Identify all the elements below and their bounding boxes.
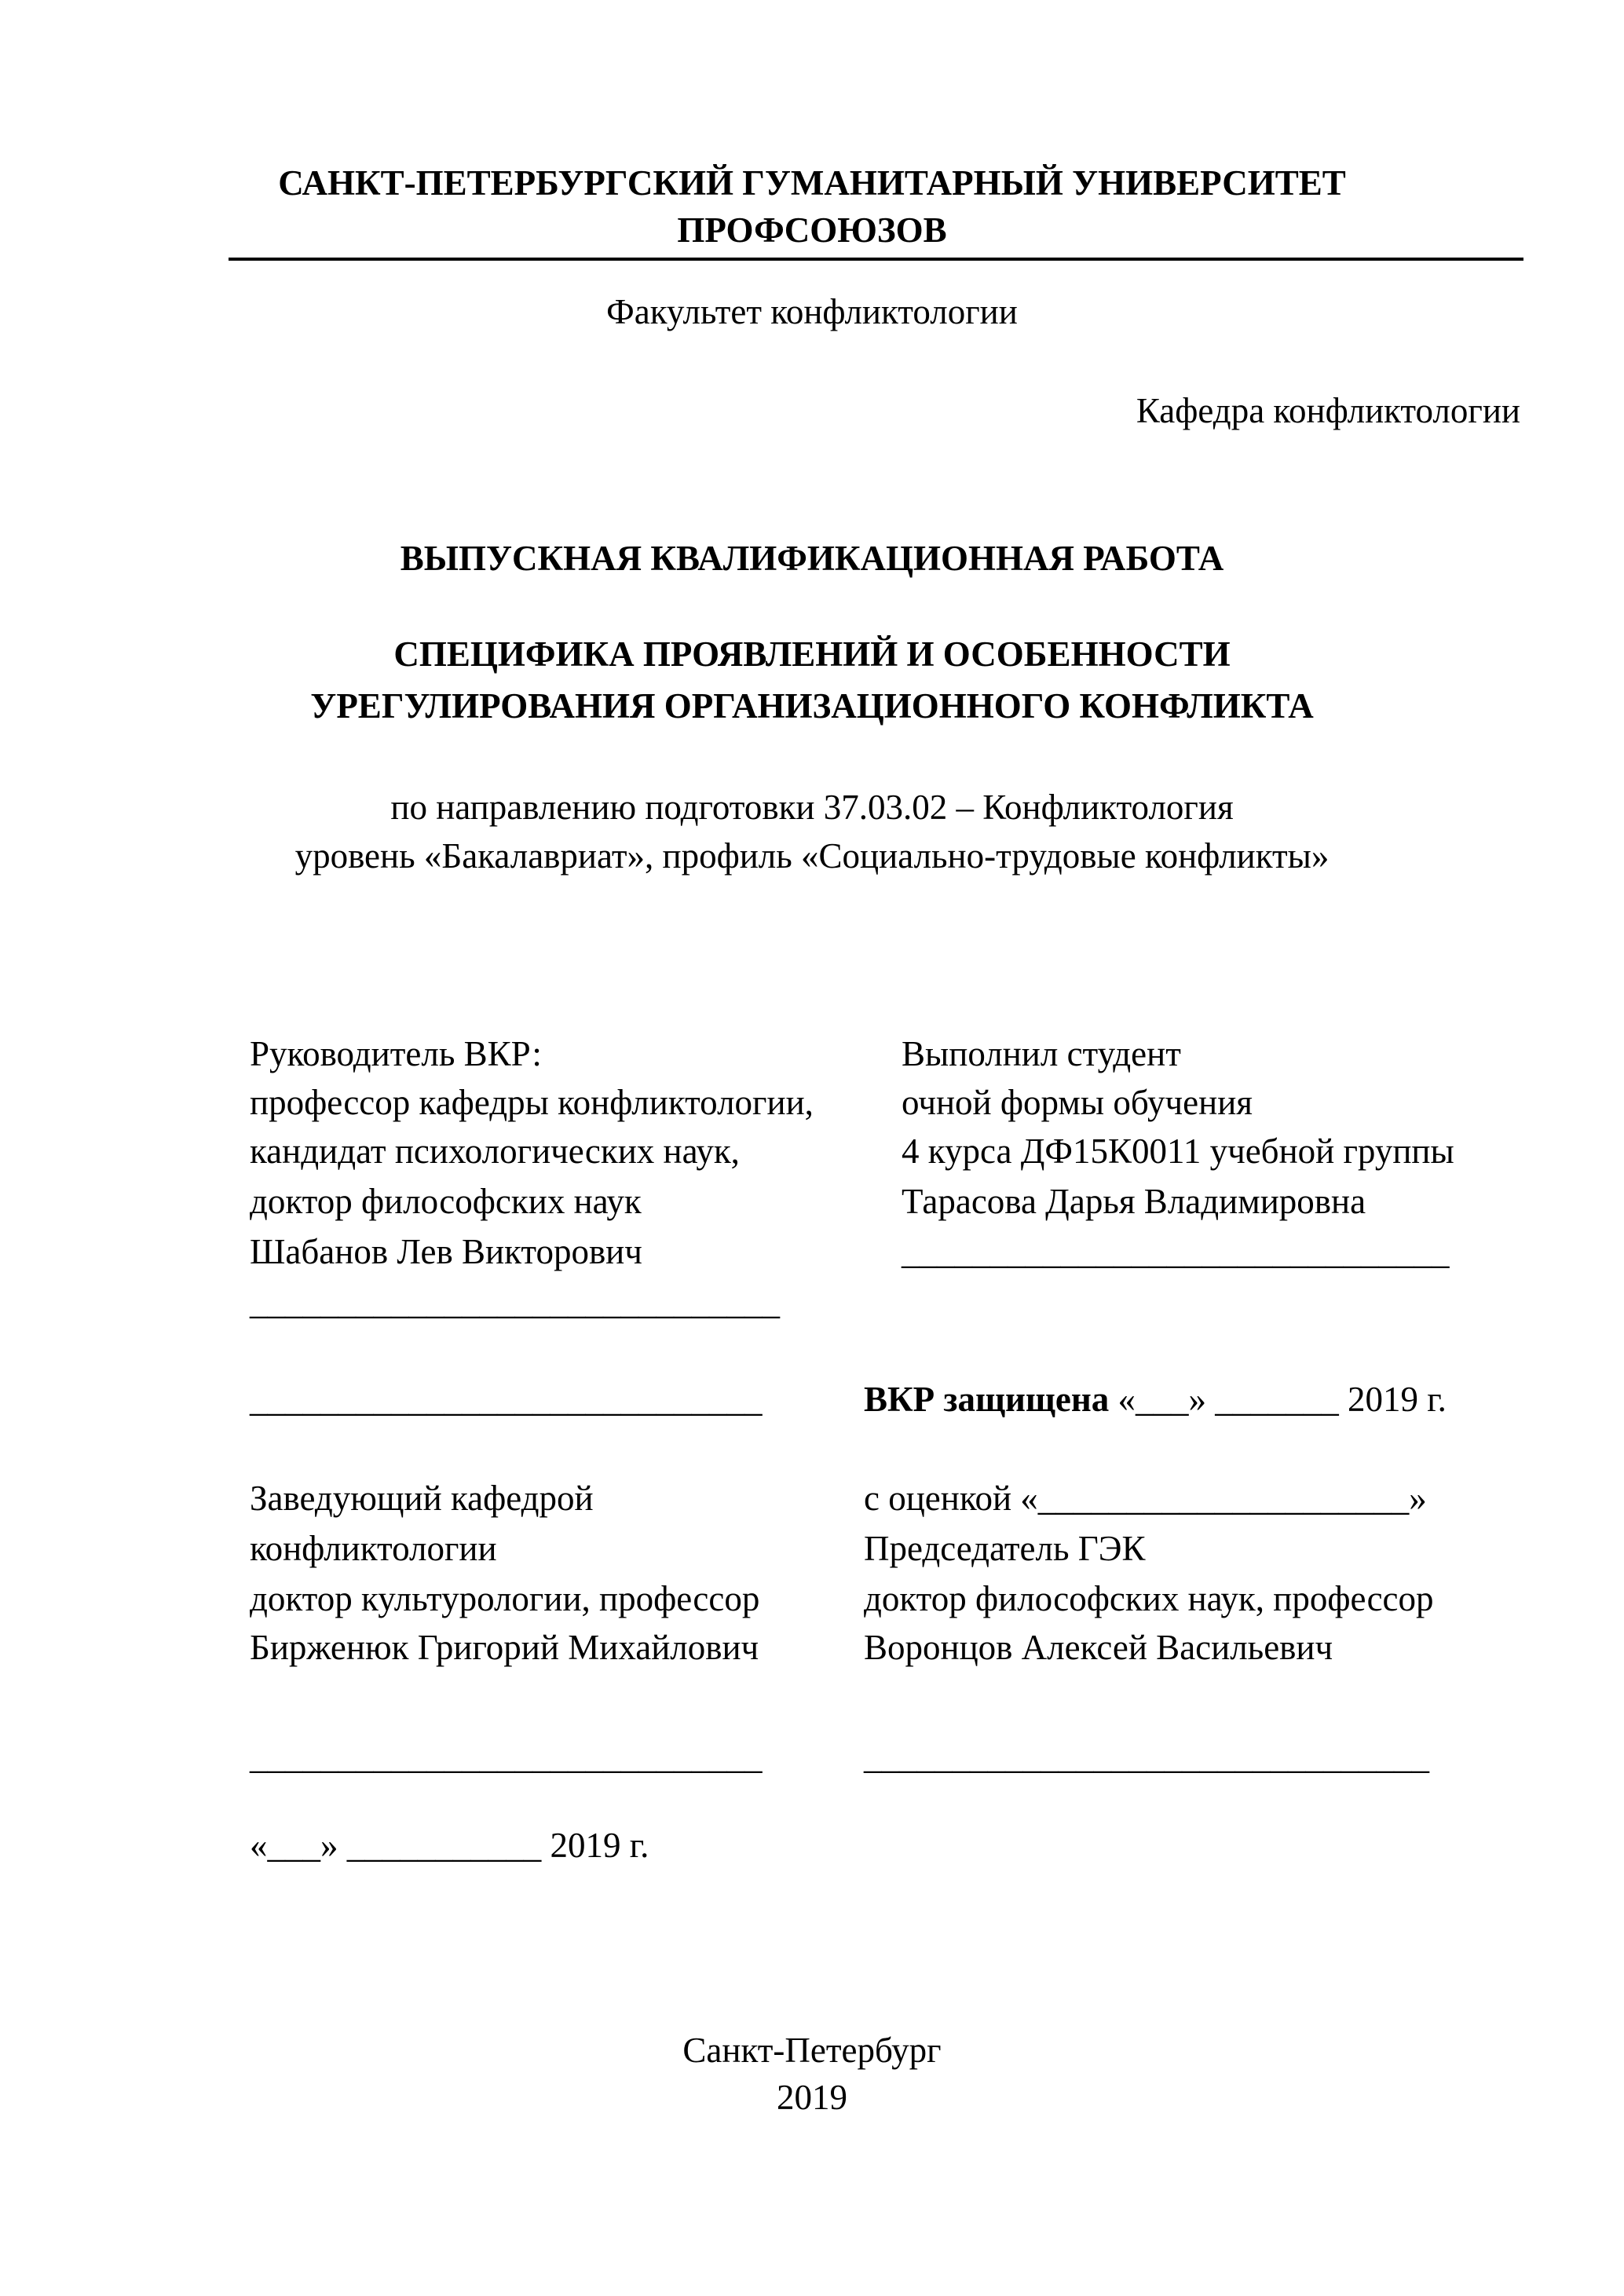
year: 2019 bbox=[777, 2078, 847, 2117]
chairman-signature-line: ________________________________ bbox=[864, 1737, 1429, 1776]
defense-label: ВКР защищена bbox=[864, 1380, 1110, 1419]
topic-line1: СПЕЦИФИКА ПРОЯВЛЕНИЙ И ОСОБЕННОСТИ bbox=[393, 634, 1231, 674]
work-type: ВЫПУСКНАЯ КВАЛИФИКАЦИОННАЯ РАБОТА bbox=[400, 539, 1224, 578]
chairman-line: Председатель ГЭК bbox=[864, 1529, 1146, 1568]
supervisor-name: Шабанов Лев Викторович bbox=[250, 1232, 642, 1271]
supervisor-line: кандидат психологических наук, bbox=[250, 1132, 740, 1171]
grade-line: с оценкой «_____________________» bbox=[864, 1479, 1427, 1518]
chairman-line: доктор философских наук, профессор bbox=[864, 1579, 1434, 1618]
city: Санкт-Петербург bbox=[682, 2031, 942, 2070]
head-line: Заведующий кафедрой bbox=[250, 1479, 594, 1518]
department: Кафедра конфликтологии bbox=[1136, 391, 1520, 430]
head-line: конфликтологии bbox=[250, 1529, 497, 1568]
head-date-line: «___» ___________ 2019 г. bbox=[250, 1826, 649, 1865]
student-signature-line: _______________________________ bbox=[902, 1232, 1450, 1271]
supervisor-line: доктор философских наук bbox=[250, 1182, 642, 1221]
supervisor-signature-line-2: _____________________________ bbox=[250, 1380, 763, 1419]
student-line: 4 курса ДФ15К0011 учебной группы bbox=[902, 1132, 1454, 1171]
topic-line2: УРЕГУЛИРОВАНИЯ ОРГАНИЗАЦИОННОГО КОНФЛИКТА bbox=[310, 686, 1314, 726]
student-name: Тарасова Дарья Владимировна bbox=[902, 1182, 1366, 1221]
university-name-line2: ПРОФСОЮЗОВ bbox=[677, 210, 947, 250]
header-divider bbox=[229, 258, 1523, 261]
head-name: Бирженюк Григорий Михайлович bbox=[250, 1628, 759, 1667]
defense-date: «___» _______ 2019 г. bbox=[1109, 1380, 1447, 1419]
supervisor-line: Руководитель ВКР: bbox=[250, 1034, 542, 1073]
direction-line2: уровень «Бакалавриат», профиль «Социально-трудовые конфликты» bbox=[294, 836, 1330, 876]
university-name-line1: САНКТ-ПЕТЕРБУРГСКИЙ ГУМАНИТАРНЫЙ УНИВЕРСИТЕТ bbox=[278, 163, 1346, 203]
head-signature-line: _____________________________ bbox=[250, 1737, 763, 1776]
chairman-name: Воронцов Алексей Васильевич bbox=[864, 1628, 1333, 1667]
head-line: доктор культурологии, профессор bbox=[250, 1579, 760, 1618]
faculty: Факультет конфликтологии bbox=[606, 292, 1018, 331]
student-line: очной формы обучения bbox=[902, 1083, 1253, 1122]
student-line: Выполнил студент bbox=[902, 1034, 1181, 1073]
direction-line1: по направлению подготовки 37.03.02 – Конфликтология bbox=[390, 788, 1234, 827]
defense-status bbox=[864, 1375, 1447, 1424]
supervisor-signature-line: ______________________________ bbox=[250, 1282, 780, 1322]
supervisor-line: профессор кафедры конфликтологии, bbox=[250, 1083, 814, 1122]
